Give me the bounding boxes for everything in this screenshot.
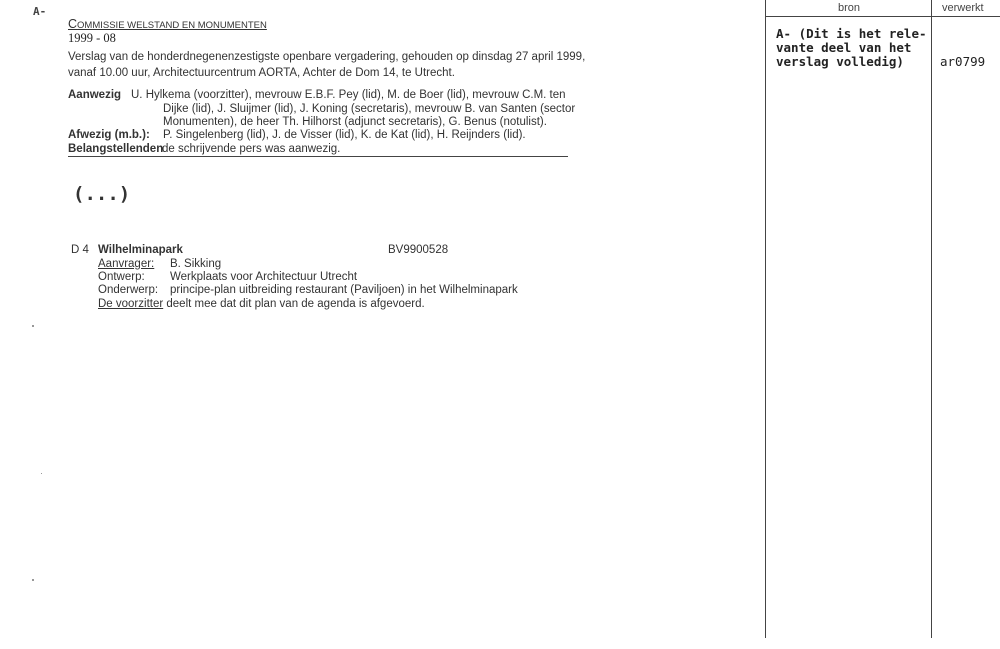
attendance-underline: [68, 156, 568, 157]
org-title-initial: C: [68, 17, 78, 31]
interested-label: Belangstellenden: [68, 143, 164, 155]
scan-speck: [32, 325, 34, 327]
absent-text: P. Singelenberg (lid), J. de Visser (lid), K. de Kat (lid), H. Reijnders (lid).: [163, 129, 526, 141]
scan-speck: [32, 579, 34, 581]
intro-line-2: vanaf 10.00 uur, Architectuurcentrum AORTA, Achter de Dom 14, te Utrecht.: [68, 67, 455, 79]
subject-label: Onderwerp:: [98, 284, 159, 296]
org-title-rest: OMMISSIE WELSTAND EN MONUMENTEN: [77, 20, 267, 31]
chair-note: [98, 298, 425, 310]
chair-note-label: De voorzitter: [98, 298, 164, 310]
verwerkt-column-header: verwerkt: [942, 2, 984, 14]
scan-speck: [41, 473, 42, 474]
verwerkt-column-left-border: [931, 0, 932, 638]
subject-value: principe-plan uitbreiding restaurant (Paviljoen) in het Wilhelminapark: [170, 284, 518, 296]
present-line-1: U. Hylkema (voorzitter), mevrouw E.B.F. Pey (lid), M. de Boer (lid), mevrouw C.M. ten: [131, 89, 566, 101]
bron-note-line-3: verslag volledig): [776, 54, 904, 69]
item-number: D 4: [71, 244, 89, 256]
org-title: [68, 17, 267, 31]
absent-label: Afwezig (m.b.):: [68, 129, 150, 141]
applicant-label: Aanvrager:: [98, 258, 155, 270]
bron-column-header: bron: [838, 2, 861, 14]
interested-text: de schrijvende pers was aanwezig.: [162, 143, 341, 155]
present-line-2: Dijke (lid), J. Sluijmer (lid), J. Koning (secretaris), mevrouw B. van Santen (sector: [163, 103, 576, 115]
bron-note-line-1: A- (Dit is het rele-: [776, 26, 927, 41]
corner-mark: A-: [33, 5, 47, 18]
column-header-rule: [765, 16, 1000, 17]
bron-note-line-2: vante deel van het: [776, 40, 912, 55]
item-title: Wilhelminapark: [98, 244, 183, 256]
case-number: BV9900528: [388, 244, 449, 256]
chair-note-text: deelt mee dat dit plan van de agenda is afgevoerd.: [166, 298, 425, 310]
applicant-value: B. Sikking: [170, 258, 222, 270]
intro-line-1: Verslag van de honderdnegenenzestigste openbare vergadering, gehouden op dinsdag 27 april 1999,: [68, 51, 586, 63]
verwerkt-code: ar0799: [940, 54, 986, 69]
design-label: Ontwerp:: [98, 271, 145, 283]
present-label: Aanwezig: [68, 89, 122, 101]
design-value: Werkplaats voor Architectuur Utrecht: [170, 271, 358, 283]
year-code: 1999 - 08: [68, 31, 116, 45]
omission-ellipsis: (...): [73, 183, 131, 205]
bron-column-left-border: [765, 0, 766, 638]
present-line-3: Monumenten), de heer Th. Hilhorst (adjunct secretaris), G. Benus (notulist).: [163, 116, 547, 128]
